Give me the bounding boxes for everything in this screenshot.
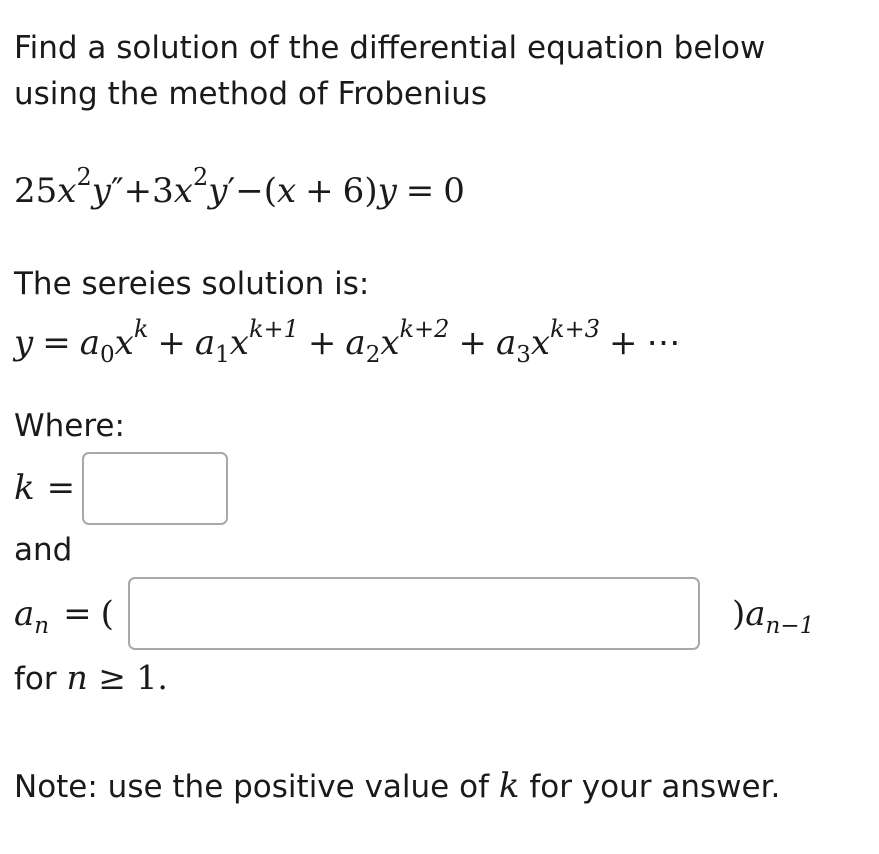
- k-equals-sign: =: [46, 468, 76, 508]
- eq-plus: +: [123, 171, 153, 211]
- series-a3: a: [495, 323, 517, 363]
- eq-double-prime: ″: [110, 171, 124, 211]
- and-label: and: [14, 532, 73, 568]
- an-equals: [14, 592, 114, 640]
- series-dots: ⋯: [646, 323, 681, 363]
- eq-exp-2: 2: [76, 163, 92, 191]
- series-sub-3: 3: [516, 342, 531, 368]
- series-a2: a: [345, 323, 366, 363]
- eq-open-paren: (: [263, 171, 277, 211]
- eq-six: 6: [342, 171, 365, 211]
- eq-coef-3: 3: [152, 171, 174, 211]
- condition-n: n: [66, 658, 88, 697]
- series-exp-k1: k+1: [248, 315, 299, 343]
- eq-exp-2-b: 2: [192, 163, 209, 191]
- note-k-symbol: k: [498, 766, 520, 806]
- k-equals: [14, 466, 75, 510]
- k-answer-input[interactable]: [82, 452, 228, 525]
- k-symbol: k: [14, 468, 35, 508]
- series-plus-4: +: [608, 323, 638, 363]
- intro-line-2: using the method of Frobenius: [14, 76, 488, 112]
- an-sub-n: n: [34, 613, 50, 639]
- eq-equals: =: [405, 171, 435, 211]
- where-label: Where:: [14, 408, 125, 444]
- series-plus-3: +: [458, 323, 487, 363]
- series-a1: a: [194, 323, 216, 363]
- eq-close-paren: ): [364, 171, 378, 211]
- an-prev-term: [732, 592, 814, 640]
- series-x0: x: [114, 323, 134, 363]
- an-ratio-input[interactable]: [128, 577, 700, 650]
- series-sub-2: 2: [365, 342, 381, 368]
- note-before: Note: use the positive value of: [14, 769, 489, 805]
- eq-plus-inner: +: [305, 171, 334, 211]
- for-label: for: [14, 661, 57, 697]
- eq-var-x: x: [57, 171, 77, 211]
- series-plus-1: +: [157, 323, 186, 363]
- an-close-paren: ): [732, 594, 746, 634]
- series-a0: a: [79, 323, 100, 363]
- series-formula: [14, 315, 681, 372]
- series-exp-k: k: [133, 315, 149, 343]
- eq-zero: 0: [443, 171, 465, 211]
- for-condition: [14, 656, 168, 701]
- note: [14, 764, 780, 809]
- an-a: a: [14, 594, 35, 634]
- eq-var-x-3: x: [276, 171, 297, 211]
- series-exp-k2: k+2: [399, 315, 450, 343]
- note-k: [499, 766, 520, 806]
- series-x3: x: [530, 323, 551, 363]
- an-open-paren: (: [100, 594, 114, 634]
- condition-math: [66, 658, 167, 697]
- series-label: The sereies solution is:: [14, 266, 370, 302]
- intro-line-1: Find a solution of the differential equation below: [14, 30, 766, 66]
- eq-minus: −: [235, 171, 264, 211]
- eq-coef-25: 25: [14, 171, 58, 211]
- an-prev-sub: n−1: [765, 613, 815, 639]
- condition-ge-1: ≥ 1.: [98, 658, 168, 697]
- series-x2: x: [380, 323, 400, 363]
- eq-var-y: y: [91, 171, 111, 211]
- series-exp-k3: k+3: [550, 315, 600, 343]
- series-plus-2: +: [307, 323, 337, 363]
- series-x1: x: [229, 323, 249, 363]
- eq-var-x-2: x: [173, 171, 193, 211]
- series-sub-1: 1: [215, 342, 230, 368]
- series-sub-0: 0: [100, 342, 115, 368]
- note-after: for your answer.: [529, 769, 781, 805]
- an-equals-sign: =: [63, 594, 92, 634]
- series-equals: =: [42, 323, 71, 363]
- eq-var-y-2: y: [208, 171, 228, 211]
- differential-equation: [14, 163, 465, 219]
- eq-var-y-3: y: [377, 171, 397, 211]
- an-prev-a: a: [745, 594, 766, 634]
- eq-prime: ′: [227, 171, 236, 211]
- series-y: y: [14, 323, 34, 363]
